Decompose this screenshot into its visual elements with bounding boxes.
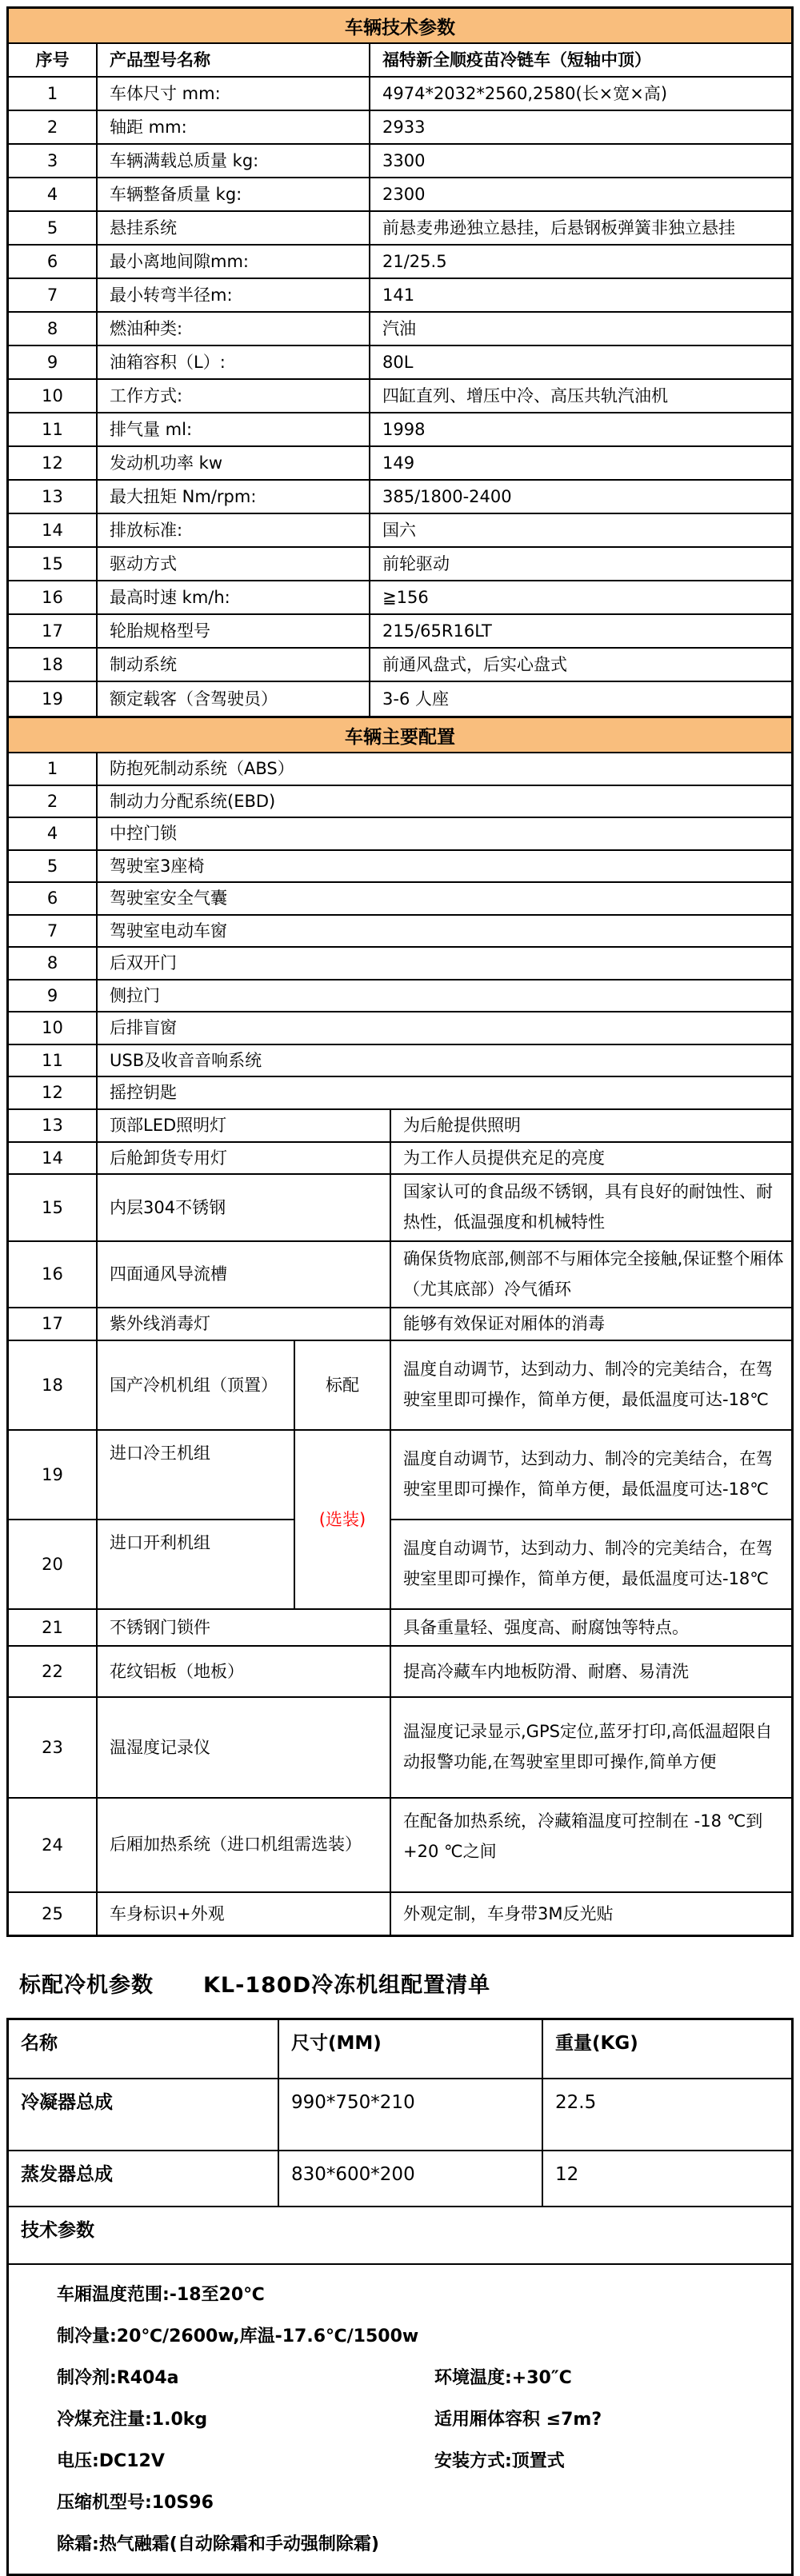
row-value: 在配备加热系统，冷藏箱温度可控制在 -18 ℃到 +20 ℃之间 — [391, 1799, 791, 1893]
row-label: 后舱卸货专用灯 — [98, 1143, 391, 1176]
row-label: 车体尺寸 mm: — [98, 78, 370, 111]
row-value: 3-6 人座 — [382, 689, 449, 709]
col-header-product-name: 产品型号名称 — [98, 44, 370, 78]
row-label: 四面通风导流槽 — [98, 1242, 391, 1309]
row-label: 工作方式: — [98, 380, 370, 413]
row-number: 9 — [9, 980, 98, 1013]
row-value: 385/1800-2400 — [370, 481, 791, 514]
row-value: 为后舱提供照明 — [391, 1110, 791, 1143]
row-value: 具备重量轻、强度高、耐腐蚀等特点。 — [391, 1610, 791, 1647]
col-header-name: 名称 — [9, 2020, 279, 2079]
row-label: 最小转弯半径m: — [98, 279, 370, 313]
row-label: 轴距 mm: — [98, 111, 370, 145]
row-label: 驾驶室3座椅 — [98, 851, 791, 884]
row-number: 4 — [9, 818, 98, 851]
spec-left: 压缩机型号:10S96 — [57, 2492, 214, 2513]
row-number: 4 — [9, 178, 98, 212]
row-value: 前通风盘式，后实心盘式 — [370, 649, 791, 682]
row-number: 13 — [9, 1110, 98, 1143]
row-label: 中控门锁 — [98, 818, 791, 851]
spec-left: 制冷量:20℃/2600w,库温-17.6℃/1500w — [57, 2326, 419, 2346]
row-label: 花纹铝板（地板） — [98, 1647, 391, 1698]
row-number: 16 — [9, 581, 98, 615]
standard-tag: 标配 — [295, 1341, 391, 1431]
row-label: 国产冷机机组（顶置） — [98, 1341, 295, 1431]
row-label: 排气量 ml: — [98, 413, 370, 447]
row-value: 80L — [370, 346, 791, 380]
row-label: 车辆整备质量 kg: — [98, 178, 370, 212]
row-number: 24 — [9, 1799, 98, 1893]
row-value: 确保货物底部,侧部不与厢体完全接触,保证整个厢体（尤其底部）冷气循环 — [391, 1242, 791, 1309]
row-number: 11 — [9, 1045, 98, 1078]
row-label: 额定载客（含驾驶员） — [98, 682, 370, 716]
row-label: 驾驶室电动车窗 — [98, 916, 791, 949]
row-size: 990*750*210 — [279, 2079, 543, 2151]
row-label: 驾驶室安全气囊 — [98, 883, 791, 916]
row-label: 紫外线消毒灯 — [98, 1308, 391, 1341]
row-value: 前悬麦弗逊独立悬挂，后悬钢板弹簧非独立悬挂 — [370, 212, 791, 246]
row-number: 7 — [9, 916, 98, 949]
row-name: 冷凝器总成 — [9, 2079, 279, 2151]
vehicle-main-config-table — [6, 718, 794, 1937]
spec-left: 除霜:热气融霜(自动除霜和手动强制除霜) — [57, 2534, 379, 2554]
row-number: 22 — [9, 1647, 98, 1698]
row-number: 18 — [9, 649, 98, 682]
row-value: 149 — [370, 447, 791, 481]
row-label: 摇控钥匙 — [98, 1077, 791, 1110]
spec-left: 冷煤充注量:1.0kg — [57, 2409, 208, 2430]
row-number: 6 — [9, 246, 98, 279]
row-value: 温度自动调节，达到动力、制冷的完美结合，在驾驶室里即可操作，简单方便，最低温度可达-18℃ — [391, 1431, 791, 1520]
row-number: 17 — [9, 1308, 98, 1341]
col-header-no: 序号 — [9, 44, 98, 78]
row-value: 141 — [370, 279, 791, 313]
row-value: 2300 — [370, 178, 791, 212]
row-label: 排放标准: — [98, 514, 370, 548]
row-number: 14 — [9, 514, 98, 548]
row-number: 2 — [9, 111, 98, 145]
row-value: 2933 — [370, 111, 791, 145]
row-number: 23 — [9, 1698, 98, 1799]
spec-line — [57, 2316, 783, 2358]
row-number: 5 — [9, 851, 98, 884]
tech-params-header: 技术参数 — [9, 2207, 791, 2265]
spec-right: 适用厢体容积 ≤7m? — [434, 2409, 602, 2430]
spec-left: 车厢温度范围:-18至20℃ — [57, 2284, 265, 2305]
row-value: 外观定制，车身带3M反光贴 — [403, 1903, 614, 1923]
row-value: 21/25.5 — [370, 246, 791, 279]
spec-line — [57, 2441, 783, 2482]
row-label: 进口冷王机组 — [98, 1431, 295, 1520]
row-label: 防抱死制动系统（ABS） — [98, 753, 791, 786]
row-label: 进口开利机组 — [98, 1520, 295, 1610]
row-label: 燃油种类: — [98, 313, 370, 346]
row-label: 最大扭矩 Nm/rpm: — [98, 481, 370, 514]
row-label: USB及收音音响系统 — [98, 1045, 791, 1078]
row-number: 8 — [9, 313, 98, 346]
row-number: 20 — [9, 1520, 98, 1610]
row-value: 能够有效保证对厢体的消毒 — [391, 1308, 791, 1341]
row-label: 温湿度记录仪 — [98, 1698, 391, 1799]
row-label: 后排盲窗 — [98, 1012, 791, 1045]
row-number: 21 — [9, 1610, 98, 1647]
optional-tag: (选装) — [295, 1431, 391, 1610]
spec-left: 电压:DC12V — [57, 2450, 165, 2471]
row-number: 10 — [9, 1012, 98, 1045]
product-model-value: 福特新全顺疫苗冷链车（短轴中顶） — [370, 44, 791, 78]
row-value: 温湿度记录显示,GPS定位,蓝牙打印,高低温超限自动报警功能,在驾驶室里即可操作,简单方便 — [391, 1698, 791, 1799]
spec-line — [57, 2358, 783, 2399]
row-value: 1998 — [370, 413, 791, 447]
row-label: 顶部LED照明灯 — [98, 1110, 391, 1143]
row-value: 温度自动调节，达到动力、制冷的完美结合，在驾驶室里即可操作，简单方便，最低温度可达-18℃ — [391, 1520, 791, 1610]
spec-left: 制冷剂:R404a — [57, 2367, 179, 2388]
row-number: 1 — [9, 753, 98, 786]
row-label: 悬挂系统 — [98, 212, 370, 246]
row-label: 制动系统 — [98, 649, 370, 682]
row-number: 6 — [9, 883, 98, 916]
spec-sheet — [6, 0, 794, 2576]
row-label: 后厢加热系统（进口机组需选装） — [98, 1799, 391, 1893]
row-label: 制动力分配系统(EBD) — [98, 786, 791, 819]
row-label: 油箱容积（L）: — [98, 346, 370, 380]
row-number: 10 — [9, 380, 98, 413]
row-number: 19 — [9, 1431, 98, 1520]
row-number: 15 — [9, 1175, 98, 1242]
cooler-title-right: KL-180D冷冻机组配置清单 — [203, 1972, 491, 1998]
row-value: 四缸直列、增压中冷、高压共轨汽油机 — [370, 380, 791, 413]
col-header-size: 尺寸(MM) — [279, 2020, 543, 2079]
col-header-weight: 重量(KG) — [543, 2020, 791, 2079]
row-label: 最小离地间隙mm: — [98, 246, 370, 279]
spec-line — [57, 2274, 783, 2316]
row-label: 最高时速 km/h: — [98, 581, 370, 615]
cooling-unit-table — [6, 2018, 794, 2576]
row-value: 为工作人员提供充足的亮度 — [391, 1143, 791, 1176]
row-number: 13 — [9, 481, 98, 514]
row-number: 19 — [9, 682, 98, 716]
row-number: 25 — [9, 1893, 98, 1935]
row-label: 车辆满载总质量 kg: — [98, 145, 370, 178]
row-label: 后双开门 — [98, 948, 791, 980]
vehicle-tech-params-table — [6, 6, 794, 718]
section-header-tech-params: 车辆技术参数 — [9, 9, 791, 44]
spec-line — [57, 2524, 783, 2566]
row-value: 汽油 — [370, 313, 791, 346]
row-value: 4974*2032*2560,2580(长×宽×高) — [370, 78, 791, 111]
row-number: 12 — [9, 1077, 98, 1110]
row-label: 发动机功率 kw — [98, 447, 370, 481]
row-label: 侧拉门 — [98, 980, 791, 1013]
row-name: 蒸发器总成 — [9, 2151, 279, 2207]
spec-right: 安装方式:顶置式 — [434, 2450, 565, 2471]
row-label: 轮胎规格型号 — [98, 615, 370, 649]
section-header-main-config: 车辆主要配置 — [9, 718, 791, 753]
row-number: 5 — [9, 212, 98, 246]
row-value: 提高冷藏车内地板防滑、耐磨、易清洗 — [391, 1647, 791, 1698]
cooler-title-left: 标配冷机参数 — [19, 1972, 154, 1998]
cooler-section-title — [19, 1967, 794, 1999]
spec-right: 环境温度:+30″C — [434, 2367, 572, 2388]
row-value: 国家认可的食品级不锈钢，具有良好的耐蚀性、耐热性，低温强度和机械特性 — [391, 1175, 791, 1242]
row-label: 内层304不锈钢 — [98, 1175, 391, 1242]
row-number: 16 — [9, 1242, 98, 1309]
row-number: 3 — [9, 145, 98, 178]
row-weight: 12 — [543, 2151, 791, 2207]
row-label: 车身标识+外观 — [98, 1893, 391, 1935]
row-number: 18 — [9, 1341, 98, 1431]
row-number: 2 — [9, 786, 98, 819]
row-value: 3300 — [370, 145, 791, 178]
row-value: 215/65R16LT — [370, 615, 791, 649]
row-number: 8 — [9, 948, 98, 980]
row-number: 17 — [9, 615, 98, 649]
row-number: 7 — [9, 279, 98, 313]
row-number: 12 — [9, 447, 98, 481]
row-value: 国六 — [370, 514, 791, 548]
row-value: 前轮驱动 — [370, 548, 791, 581]
row-number: 11 — [9, 413, 98, 447]
row-number: 14 — [9, 1143, 98, 1176]
row-label: 驱动方式 — [98, 548, 370, 581]
row-number: 15 — [9, 548, 98, 581]
tech-params-block — [9, 2265, 791, 2574]
row-value: ≧156 — [370, 581, 791, 615]
row-weight: 22.5 — [543, 2079, 791, 2151]
spec-line — [57, 2482, 783, 2524]
row-number: 9 — [9, 346, 98, 380]
row-value: 温度自动调节，达到动力、制冷的完美结合，在驾驶室里即可操作，简单方便，最低温度可达-18℃ — [391, 1341, 791, 1431]
row-label: 不锈钢门锁件 — [98, 1610, 391, 1647]
spec-line — [57, 2399, 783, 2441]
row-size: 830*600*200 — [279, 2151, 543, 2207]
row-number: 1 — [9, 78, 98, 111]
